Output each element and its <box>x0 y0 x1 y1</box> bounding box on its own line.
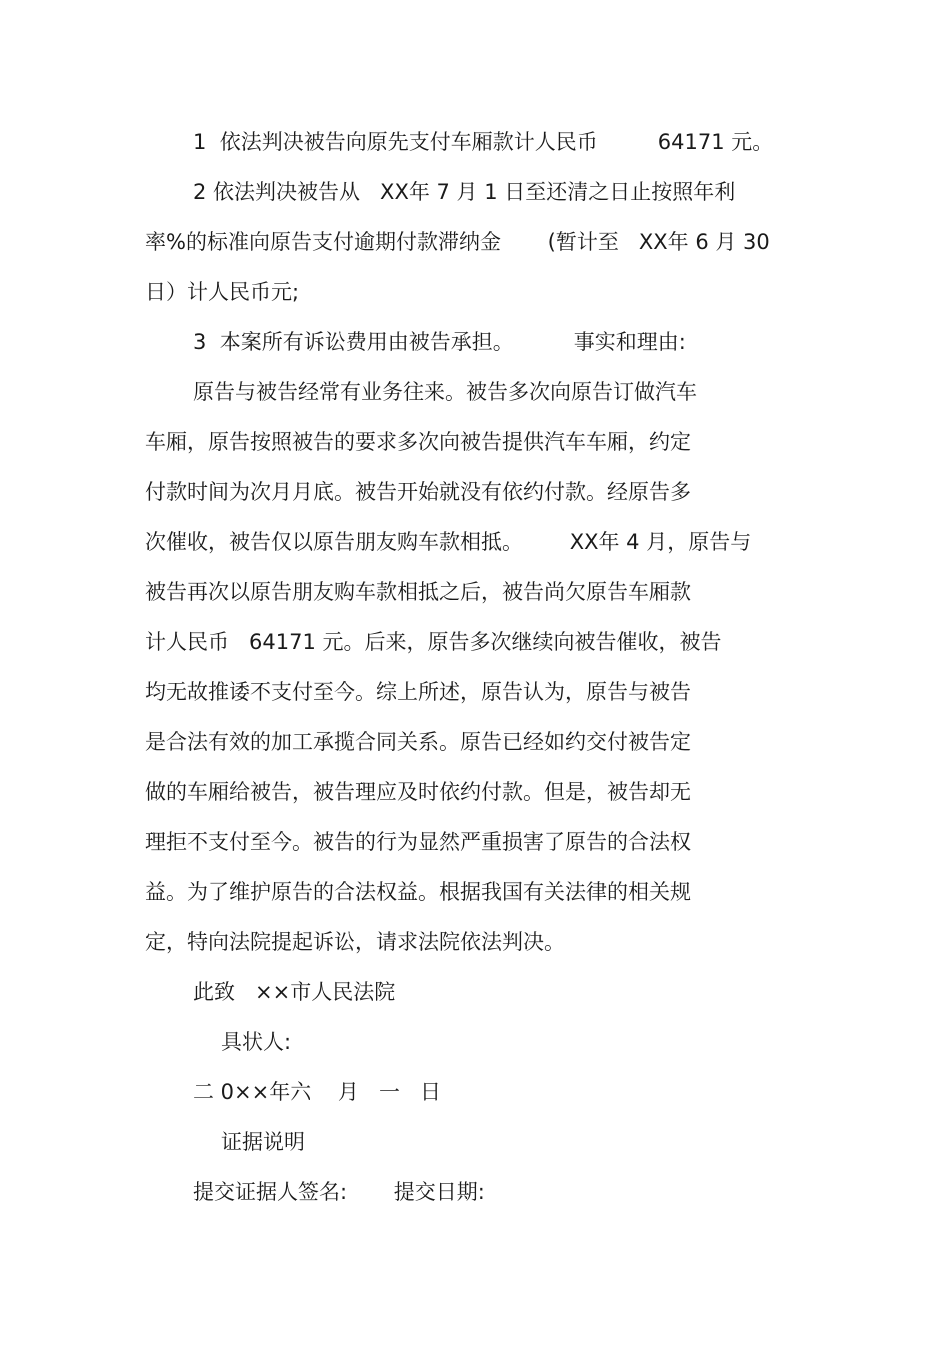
date-line: 二 0××年六 月 一 日 <box>193 1080 441 1104</box>
claim-item-3: 3 本案所有诉讼费用由被告承担。 事实和理由: <box>193 330 686 354</box>
evidence-heading: 证据说明 <box>221 1130 305 1154</box>
claim-item-2-line-1: 2 依法判决被告从 XX年 7 月 1 日至还清之日止按照年利 <box>193 180 736 204</box>
facts-paragraph-line-5: 被告再次以原告朋友购车款相抵之后，被告尚欠原告车厢款 <box>145 580 691 604</box>
facts-paragraph-line-11: 益。为了维护原告的合法权益。根据我国有关法律的相关规 <box>145 880 691 904</box>
addressee-line: 此致 ××市人民法院 <box>193 980 396 1004</box>
claim-item-1: 1 依法判决被告向原先支付车厢款计人民币 64171 元。 <box>193 130 774 154</box>
evidence-signature-line: 提交证据人签名: 提交日期: <box>193 1180 485 1204</box>
facts-paragraph-line-7: 均无故推诿不支付至今。综上所述，原告认为，原告与被告 <box>145 680 691 704</box>
facts-paragraph-line-6: 计人民币 64171 元。后来，原告多次继续向被告催收，被告 <box>145 630 722 654</box>
claim-item-2-line-2: 率%的标准向原告支付逾期付款滞纳金 (暂计至 XX年 6 月 30 <box>145 230 770 254</box>
facts-paragraph-line-2: 车厢，原告按照被告的要求多次向被告提供汽车车厢，约定 <box>145 430 691 454</box>
facts-paragraph-line-3: 付款时间为次月月底。被告开始就没有依约付款。经原告多 <box>145 480 691 504</box>
facts-paragraph-line-12: 定，特向法院提起诉讼，请求法院依法判决。 <box>145 930 565 954</box>
facts-paragraph-line-8: 是合法有效的加工承揽合同关系。原告已经如约交付被告定 <box>145 730 691 754</box>
claim-item-2-line-3: 日）计人民币元; <box>145 280 300 304</box>
facts-paragraph-line-1: 原告与被告经常有业务往来。被告多次向原告订做汽车 <box>193 380 697 404</box>
facts-paragraph-line-4: 次催收，被告仅以原告朋友购车款相抵。 XX年 4 月，原告与 <box>145 530 752 554</box>
petitioner-label: 具状人: <box>221 1030 292 1054</box>
facts-paragraph-line-9: 做的车厢给被告，被告理应及时依约付款。但是，被告却无 <box>145 780 691 804</box>
facts-paragraph-line-10: 理拒不支付至今。被告的行为显然严重损害了原告的合法权 <box>145 830 691 854</box>
